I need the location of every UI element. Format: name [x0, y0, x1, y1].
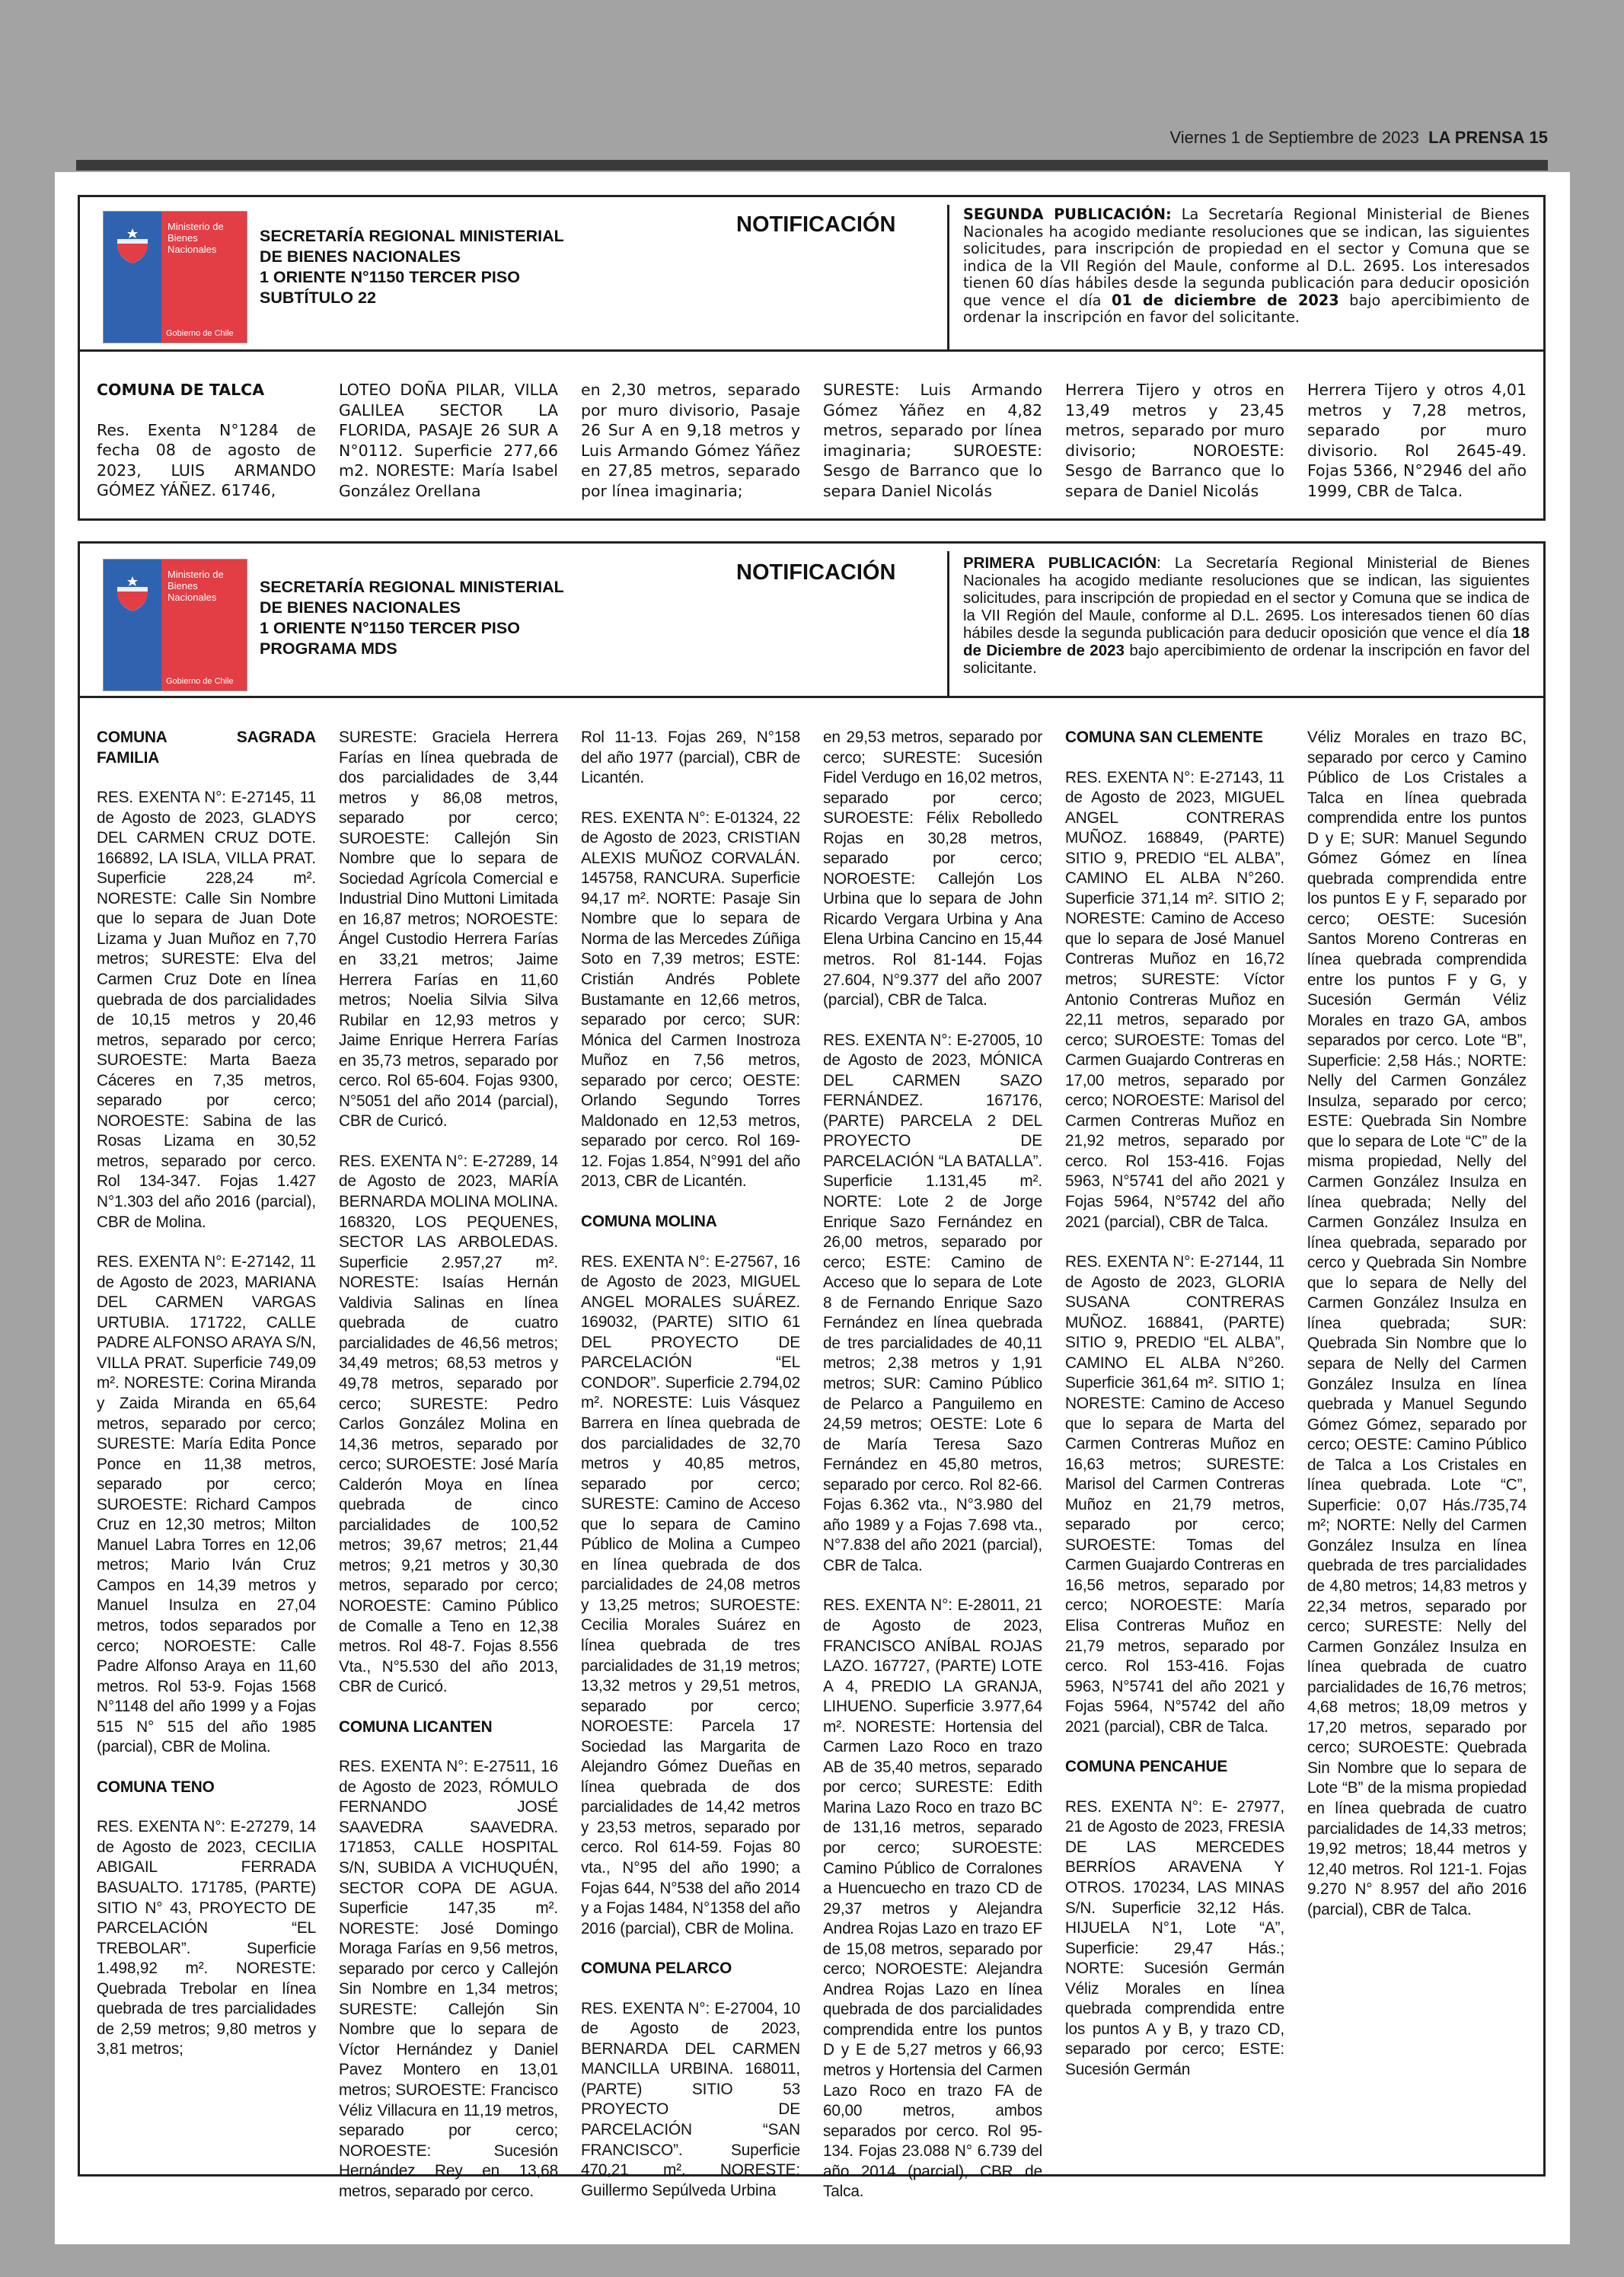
resolution-text: RES. EXENTA N°: E-27004, 10 de Agosto de 2023, BERNARDA DEL CARMEN MANCILLA URBINA. 168011, (PARTE) SITIO 53 PROYECTO DE PARCELACIÓN “SAN FRANCISCO”. Superficie 470,21 m². NORESTE: Guillermo Sepúlveda Urbina [581, 1999, 800, 2199]
publication-text [963, 554, 1530, 677]
column-6 [1307, 380, 1527, 521]
notice-columns [97, 728, 1527, 2222]
coat-of-arms-icon [113, 221, 152, 265]
resolution-text: en 2,30 metros, separado por muro divisorio, Pasaje 26 Sur A en 9,18 metros y Luis Armando Gómez Yáñez en 27,85 metros, separado por línea imaginaria; [581, 381, 800, 500]
org-line: DE BIENES NACIONALES [260, 598, 461, 617]
resolution-text: RES. EXENTA N°: E-28011, 21 de Agosto de 2023, FRANCISCO ANÍBAL ROJAS LAZO. 167727, (PARTE) LOTE A 4, PREDIO LA GRANJA, LIHUENO. Superficie 3.977,64 m². NORESTE: Hortensia del Carmen Lazo Roco en trazo AB de 35,40 metros, separado por cerco; SURESTE: Edith Marina Lazo Roco en trazo BC de 131,16 metros, separado por cerco; SUROESTE: Camino Público de Corralones a Huencuecho en trazo CD de 29,37 metros y Alejandra Andrea Rojas Lazo en trazo EF de 15,08 metros, separado por cerco; NOROESTE: Alejandra Andrea Rojas Lazo en línea quebrada de dos parcialidades comprendida entre los puntos D y E de 5,27 metros y 66,93 metros y Hortensia del Carmen Lazo Roco en trazo FA de 60,00 metros, ambos separados por cerco. Rol 95-134. Fojas 23.088 N° 6.739 del año 2014 (parcial), CBR de Talca. [823, 1596, 1042, 2201]
notice-primera-publicacion [78, 541, 1546, 2201]
column-6 [1307, 728, 1527, 2222]
org-line: SECRETARÍA REGIONAL MINISTERIAL [260, 578, 564, 596]
logo-gobierno-text: Gobierno de Chile [166, 329, 234, 338]
resolution-text: LOTEO DOÑA PILAR, VILLA GALILEA SECTOR LA FLORIDA, PASAJE 26 SUR A N°0112. Superficie 277,66 m2. NORESTE: María Isabel González Orellana [339, 381, 558, 500]
coat-of-arms-icon [113, 569, 152, 613]
publication-body: La Secretaría Regional Ministerial de Bienes Nacionales ha acogido mediante resoluciones que se indican, las siguientes solicitudes, para inscripción de propiedad en el sector y Comuna que se indica de la VII Región del Maule, conforme al D.L. 2695. Los interesados tienen 60 días hábiles desde la segunda publicación para deducir oposición que vence el día [963, 206, 1530, 309]
vertical-divider [947, 551, 949, 696]
notice-segunda-publicacion [78, 195, 1546, 521]
publication-text [963, 206, 1530, 327]
column-3 [581, 728, 800, 2222]
comuna-heading: COMUNA SAGRADA FAMILIA [97, 729, 316, 767]
publication-label: PRIMERA PUBLICACIÓN [963, 554, 1157, 572]
resolution-text: RES. EXENTA N°: E-27289, 14 de Agosto de 2023, MARÍA BERNARDA MOLINA MOLINA. 168320, LOS PEQUENES, SECTOR LAS ARBOLEDAS. Superficie 2.957,27 m². NORESTE: Isaías Hernán Valdivia Salinas en línea quebrada de cuatro parcialidades de 46,56 metros; 34,49 metros; 68,53 metros y 49,78 metros, separado por cerco; SURESTE: Pedro Carlos González Molina en 14,36 metros, separado por cerco; SUROESTE: José María Calderón Moya en línea quebrada de cinco parcialidades de 100,52 metros; 39,67 metros; 21,44 metros; 9,21 metros y 30,30 metros, separado por cerco; NOROESTE: Camino Público de Comalle a Teno en 12,38 metros. Rol 48-7. Fojas 8.556 Vta., N°5.530 del año 2013, CBR de Curicó. [339, 1152, 558, 1696]
deadline-date: 01 de diciembre de 2023 [1111, 291, 1339, 309]
org-line: SUBTÍTULO 22 [260, 289, 376, 307]
column-2 [339, 380, 558, 521]
resolution-text: RES. EXENTA N°: E-27005, 10 de Agosto de 2023, MÓNICA DEL CARMEN SAZO FERNÁNDEZ. 167176, (PARTE) PARCELA 2 DEL PROYECTO DE PARCELACIÓN “LA BATALLA”. Superficie 1.131,45 m². NORTE: Lote 2 de Jorge Enrique Sazo Fernández en 26,00 metros, separado por cerco; ESTE: Camino de Acceso que lo separa de Lote 8 de Fernando Enrique Sazo Fernández en línea quebrada de tres parcialidades de 40,11 metros; 2,38 metros y 1,91 metros; SUR: Camino Público de Pelarco a Panguilemo en 24,59 metros; OESTE: Lote 6 de María Teresa Sazo Fernández en 45,80 metros, separado por cerco. Rol 82-66. Fojas 6.362 vta., N°3.980 del año 1989 y a Fojas 7.698 vta., N°7.838 del año 2021 (parcial), CBR de Talca. [823, 1031, 1042, 1574]
newspaper-name: LA PRENSA [1428, 128, 1525, 147]
comuna-heading: COMUNA TENO [97, 1778, 215, 1796]
org-line: 1 ORIENTE N°1150 TERCER PISO [260, 268, 520, 286]
resolution-text: RES. EXENTA N°: E-27279, 14 de Agosto de 2023, CECILIA ABIGAIL FERRADA BASUALTO. 171785, (PARTE) SITIO N° 43, PROYECTO DE PARCELACIÓN “EL TREBOLAR”. Superficie 1.498,92 m². NORESTE: Quebrada Trebolar en línea quebrada de tres parcialidades de 2,59 metros; 9,80 metros y 3,81 metros; [97, 1818, 316, 2059]
page-number: 15 [1529, 128, 1548, 147]
page-header [0, 0, 1624, 152]
publication-body-end: bajo apercibimiento de ordenar la inscripción en favor del solicitante. [963, 642, 1530, 677]
horizontal-divider [80, 349, 1543, 352]
notice-title: NOTIFICACIÓN [736, 212, 896, 237]
resolution-text: SURESTE: Luis Armando Gómez Yáñez en 4,82 metros, separado por línea imaginaria; SUROESTE: Sesgo de Barranco que lo separa Daniel Nicolás [823, 381, 1042, 500]
org-line: 1 ORIENTE N°1150 TERCER PISO [260, 619, 520, 637]
resolution-text: Herrera Tijero y otros en 13,49 metros y 23,45 metros, separado por muro divisorio; NOROESTE: Sesgo de Barranco que lo separa de Daniel Nicolás [1065, 381, 1284, 500]
org-line: PROGRAMA MDS [260, 639, 397, 658]
resolution-text: RES. EXENTA N°: E- 27977, 21 de Agosto de 2023, FRESIA DE LAS MERCEDES BERRÍOS ARAVENA Y OTROS. 170234, LAS MINAS S/N. Superficie 32,12 Hás. HIJUELA N°1, Lote “A”, Superficie: 29,47 Hás.; NORTE: Sucesión Germán Véliz Morales en línea quebrada comprendida entre los puntos A y B, y trazo CD, separado por cerco; ESTE: Sucesión Germán [1065, 1797, 1284, 2078]
column-4 [823, 380, 1042, 521]
comuna-heading: COMUNA DE TALCA [97, 381, 265, 399]
resolution-text: Res. Exenta N°1284 de fecha 08 de agosto de 2023, LUIS ARMANDO GÓMEZ YÁÑEZ. 61746, [97, 420, 316, 499]
resolution-text: RES. EXENTA N°: E-27144, 11 de Agosto de 2023, GLORIA SUSANA CONTRERAS MUÑOZ. 168841, (PARTE) SITIO 9, PREDIO “EL ALBA”, CAMINO EL ALBA N°260. Superficie 361,64 m². SITIO 1; NORESTE: Camino de Acceso que lo separa de Marta del Carmen Contreras Muñoz en 16,63 metros; SURESTE: Marisol del Carmen Contreras Muñoz en 21,79 metros, separado por cerco; SUROESTE: Tomas del Carmen Guajardo Contreras en 16,56 metros, separado por cerco; NOROESTE: María Elisa Contreras Muñoz en 21,79 metros, separado por cerco. Rol 153-416. Fojas 5963, N°5741 del año 2021 y Fojas 5964, N°5742 del año 2021 (parcial), CBR de Talca. [1065, 1253, 1284, 1736]
publication-label: SEGUNDA PUBLICACIÓN: [963, 206, 1172, 223]
column-3 [581, 380, 800, 521]
logo-ministry-text: Ministerio de Bienes Nacionales [168, 221, 224, 255]
header-rule [76, 160, 1548, 171]
column-5 [1065, 728, 1284, 2222]
column-2 [339, 728, 558, 2222]
comuna-heading: COMUNA PENCAHUE [1065, 1758, 1228, 1776]
publication-body: : La Secretaría Regional Ministerial de Bienes Nacionales ha acogido mediante resoluciones que se indican, las siguientes solicitudes, para inscripción de propiedad en el sector y Comuna que se indica de la VII Región del Maule, conforme al D.L. 2695. Los interesados tienen 60 días hábiles desde la segunda publicación para deducir oposición que vence el día [963, 554, 1530, 642]
resolution-text: RES. EXENTA N°: E-01324, 22 de Agosto de 2023, CRISTIAN ALEXIS MUÑOZ CORVALÁN. 145758, RANCURA. Superficie 94,17 m². NORTE: Pasaje Sin Nombre que lo separa de Norma de las Mercedes Zúñiga Soto en 7,39 metros; ESTE: Cristián Andrés Poblete Bustamante en 12,66 metros, separado por cerco; SUR: Mónica del Carmen Inostroza Muñoz en 7,56 metros, separado por cerco; OESTE: Orlando Segundo Torres Maldonado en 12,53 metros, separado por cerco. Rol 169-12. Fojas 1.854, N°991 del año 2013, CBR de Licantén. [581, 808, 800, 1191]
resolution-text: RES. EXENTA N°: E-27511, 16 de Agosto de 2023, RÓMULO FERNANDO JOSÉ SAAVEDRA SAAVEDRA. 171853, CALLE HOSPITAL S/N, SUBIDA A VICHUQUÉN, SECTOR COPA DE AGUA. Superficie 147,35 m². NORESTE: José Domingo Moraga Farías en 9,56 metros, separado por cerco y Callejón Sin Nombre en 1,34 metros; SURESTE: Callejón Sin Nombre que lo separa de Víctor Hernández y Daniel Pavez Montero en 13,01 metros; SUROESTE: Francisco Véliz Villacura en 11,19 metros, separado por cerco; NOROESTE: Sucesión Hernández Rey en 13,68 metros, separado por cerco. [339, 1758, 558, 2200]
comuna-heading: COMUNA PELARCO [581, 1960, 732, 1978]
org-line: SECRETARÍA REGIONAL MINISTERIAL [260, 227, 564, 245]
org-line: DE BIENES NACIONALES [260, 247, 461, 266]
ministry-logo [103, 211, 247, 343]
column-4 [823, 728, 1042, 2222]
resolution-text: RES. EXENTA N°: E-27567, 16 de Agosto de 2023, MIGUEL ANGEL MORALES SUÁREZ. 169032, (PARTE) SITIO 61 DEL PROYECTO DE PARCELACIÓN “EL CONDOR”. Superficie 2.794,02 m². NORESTE: Luis Vásquez Barrera en línea quebrada de dos parcialidades de 32,70 metros y 40,85 metros, separado por cerco; SURESTE: Camino de Acceso que lo separa de Camino Público de Molina a Cumpeo en línea quebrada de dos parcialidades de 24,08 metros y 13,25 metros; SUROESTE: Cecilia Morales Suárez en línea quebrada de tres parcialidades de 31,19 metros; 13,32 metros y 29,51 metros, separado por cerco; NOROESTE: Parcela 17 Sociedad las Margarita de Alejandro Gómez Dueñas en línea quebrada de dos parcialidades de 14,42 metros y 23,53 metros, separado por cerco. Rol 614-59. Fojas 80 vta., N°95 del año 1990; a Fojas 644, N°538 del año 2014 y a Fojas 1484, N°1358 del año 2016 (parcial), CBR de Molina. [581, 1252, 800, 1937]
organization-block [260, 226, 564, 308]
column-1 [97, 728, 316, 2222]
vertical-divider [947, 205, 949, 349]
column-1 [97, 380, 316, 521]
resolution-text: Véliz Morales en trazo BC, separado por cerco y Camino Público de Los Cristales a Talca en línea quebrada comprendida entre los puntos D y E; SUR: Manuel Segundo Gómez Gómez en línea quebrada comprendida entre los puntos E y F, separado por cerco; OESTE: Sucesión Santos Moreno Contreras en línea quebrada comprendida entre los puntos F y G, y Sucesión Germán Véliz Morales en trazo GA, ambos separados por cerco. Lote “B”, Superficie: 2,58 Hás.; NORTE: Nelly del Carmen González Insulza, separado por cerco; ESTE: Quebrada Sin Nombre que lo separa de Lote “C” de la misma propiedad, Nelly del Carmen González Insulza en línea quebrada; Nelly del Carmen González Insulza en línea quebrada, separado por cerco y Quebrada Sin Nombre que lo separa de Nelly del Carmen González Insulza en línea quebrada; SUR: Quebrada Sin Nombre que lo separa de Nelly del Carmen González Insulza en línea quebrada y Manuel Segundo Gómez Gómez, separado por cerco; OESTE: Camino Público de Talca a Los Cristales en línea quebrada. Lote “C”, Superficie: 0,07 Hás./735,74 m²; NORTE: Nelly del Carmen González Insulza en línea quebrada de tres parcialidades de 4,80 metros; 14,83 metros y 22,34 metros, separado por cerco; SURESTE: Nelly del Carmen González Insulza en línea quebrada de cuatro parcialidades de 16,76 metros; 4,68 metros; 18,09 metros y 17,20 metros, separado por cerco; SUROESTE: Quebrada Sin Nombre que lo separa de Lote “B” de la misma propiedad en línea quebrada de cuatro parcialidades de 14,33 metros; 19,92 metros; 18,44 metros y 12,40 metros. Rol 121-1. Fojas 9.270 N° 8.957 del año 2016 (parcial), CBR de Talca. [1307, 729, 1527, 1918]
deadline-date: 18 de Diciembre de 2023 [963, 624, 1530, 659]
comuna-heading: COMUNA LICANTEN [339, 1717, 493, 1736]
resolution-text: Herrera Tijero y otros 4,01 metros y 7,28 metros, separado por muro divisorio. Rol 2645-49. Fojas 5366, N°2946 del año 1999, CBR de Talca. [1307, 381, 1527, 500]
logo-ministry-text: Ministerio de Bienes Nacionales [168, 569, 224, 603]
notice-title: NOTIFICACIÓN [736, 560, 896, 585]
logo-gobierno-text: Gobierno de Chile [166, 677, 234, 686]
publication-body-end: bajo apercibimiento de ordenar la inscripción en favor del solicitante. [963, 291, 1530, 326]
resolution-text: RES. EXENTA N°: E-27143, 11 de Agosto de 2023, MIGUEL ANGEL CONTRERAS MUÑOZ. 168849, (PARTE) SITIO 9, PREDIO “EL ALBA”, CAMINO EL ALBA N°260. Superficie 371,14 m². SITIO 2; NORESTE: Camino de Acceso que lo separa de José Manuel Contreras Muñoz en 16,72 metros; SURESTE: Víctor Antonio Contreras Muñoz en 22,11 metros, separado por cerco; SUROESTE: Tomas del Carmen Guajardo Contreras en 17,00 metros, separado por cerco; NOROESTE: Marisol del Carmen Contreras Muñoz en 21,92 metros, separado por cerco. Rol 153-416. Fojas 5963, N°5741 del año 2021 y Fojas 5964, N°5742 del año 2021 (parcial), CBR de Talca. [1065, 768, 1284, 1231]
organization-block [260, 577, 564, 659]
ministry-logo [103, 559, 247, 691]
resolution-text: en 29,53 metros, separado por cerco; SURESTE: Sucesión Fidel Verdugo en 16,02 metros, separado por cerco; SUROESTE: Félix Rebolledo Rojas en 30,28 metros, separado por cerco; NOROESTE: Callejón Los Urbina que lo separa de John Ricardo Vergara Urbina y Ana Elena Urbina Cancino en 15,44 metros. Rol 81-144. Fojas 27.604, N°9.377 del año 2007 (parcial), CBR de Talca. [823, 729, 1042, 1009]
horizontal-divider [80, 696, 1543, 698]
header-date: Viernes 1 de Septiembre de 2023 [1169, 128, 1419, 147]
resolution-text: Rol 11-13. Fojas 269, N°158 del año 1977 (parcial), CBR de Licantén. [581, 729, 800, 787]
resolution-text: SURESTE: Graciela Herrera Farías en línea quebrada de dos parcialidades de 3,44 metros y 86,08 metros, separado por cerco; SUROESTE: Callejón Sin Nombre que lo separa de Sociedad Agrícola Comercial e Industrial Dino Muttoni Limitada en 16,87 metros; NOROESTE: Ángel Custodio Herrera Farías en 33,21 metros; Jaime Herrera Farías en 11,60 metros; Noelia Silvia Silva Rubilar en 12,93 metros y Jaime Enrique Herrera Farías en 35,73 metros, separado por cerco. Rol 65-604. Fojas 9300, N°5051 del año 2014 (parcial), CBR de Curicó. [339, 729, 558, 1131]
notice-columns [97, 380, 1527, 521]
header-date-line [1169, 128, 1548, 148]
resolution-text: RES. EXENTA N°: E-27142, 11 de Agosto de 2023, MARIANA DEL CARMEN VARGAS URTUBIA. 171722, CALLE PADRE ALFONSO ARAYA S/N, VILLA PRAT. Superficie 749,09 m². NORESTE: Corina Miranda y Zaida Miranda en 65,64 metros, separado por cerco; SURESTE: María Edita Ponce Ponce en 11,38 metros, separado por cerco; SUROESTE: Richard Campos Cruz en 12,30 metros; Milton Manuel Labra Torres en 12,06 metros; Mario Iván Cruz Campos en 14,39 metros y Manuel Insulza en 27,04 metros, todos separados por cerco; NOROESTE: Calle Padre Alfonso Araya en 11,60 metros. Rol 53-9. Fojas 1568 N°1148 del año 1999 y a Fojas 515 N° 515 del año 1985 (parcial), CBR de Molina. [97, 1253, 316, 1756]
resolution-text: RES. EXENTA N°: E-27145, 11 de Agosto de 2023, GLADYS DEL CARMEN CRUZ DOTE. 166892, LA ISLA, VILLA PRAT. Superficie 228,24 m². NORESTE: Calle Sin Nombre que lo separa de Juan Dote Lizama y Juan Muñoz en 7,70 metros; SURESTE: Elva del Carmen Cruz Dote en línea quebrada de dos parcialidades de 10,15 metros y 20,46 metros, separado por cerco; SUROESTE: Marta Baeza Cáceres en 7,35 metros, separado por cerco; NOROESTE: Sabina de las Rosas Lizama en 30,52 metros, separado por cerco. Rol 134-347. Fojas 1.427 N°1.303 del año 2016 (parcial), CBR de Molina. [97, 789, 316, 1231]
comuna-heading: COMUNA MOLINA [581, 1213, 717, 1231]
newspaper-page [55, 172, 1570, 2244]
comuna-heading: COMUNA SAN CLEMENTE [1065, 729, 1263, 746]
column-5 [1065, 380, 1284, 521]
